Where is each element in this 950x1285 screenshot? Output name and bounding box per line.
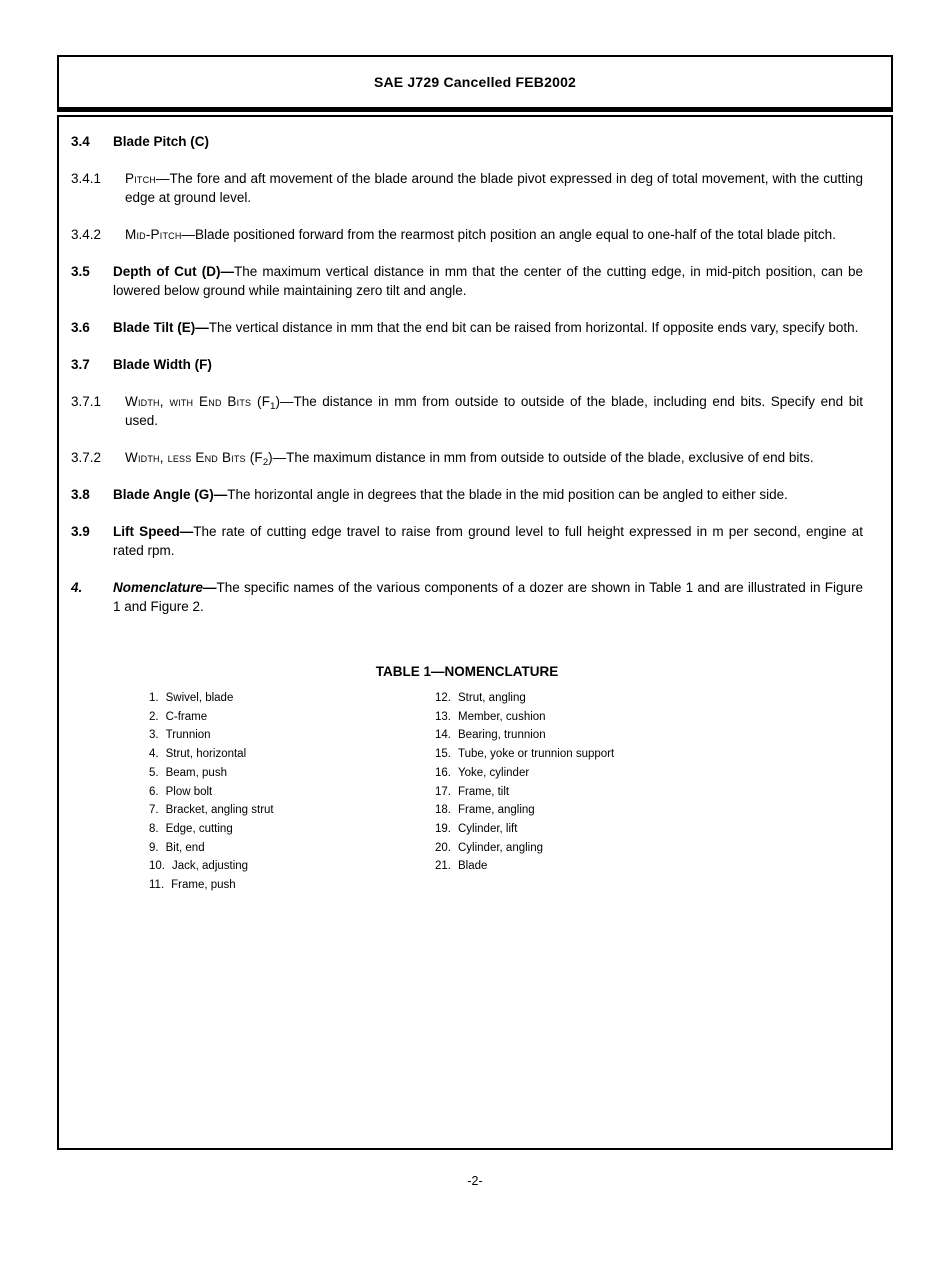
section-3-4-heading	[71, 132, 863, 151]
nomenclature-item	[149, 801, 435, 820]
page-header	[57, 55, 893, 112]
section-number: 4.	[71, 580, 83, 595]
definition-text: —Blade positioned forward from the rearmost pitch position an angle equal to one-half of the total blade pitch.	[181, 227, 836, 242]
item-number: 17.	[435, 785, 451, 798]
item-number: 8.	[149, 822, 159, 835]
section-text	[113, 578, 863, 616]
item-number: 14.	[435, 729, 451, 742]
definition-text: —The fore and aft movement of the blade around the blade pivot expressed in deg of total movement, with the cutting edge at ground level.	[125, 171, 863, 205]
item-number: 11.	[149, 879, 165, 892]
defined-term: Depth of Cut (D)—	[113, 264, 234, 279]
section-4	[71, 578, 863, 616]
nomenclature-item	[435, 764, 863, 783]
nomenclature-item	[149, 689, 435, 708]
section-number: 3.7	[71, 357, 90, 372]
nomenclature-item	[149, 745, 435, 764]
item-label: Bracket, angling strut	[165, 804, 274, 817]
section-number: 3.7.2	[71, 450, 102, 465]
page-number: -2-	[467, 1174, 483, 1188]
section-number: 3.8	[71, 487, 90, 502]
item-number: 9.	[149, 841, 159, 854]
item-number: 3.	[149, 729, 159, 742]
nomenclature-item	[435, 801, 863, 820]
section-3-9	[71, 522, 863, 560]
nomenclature-item	[435, 857, 863, 876]
item-number: 13.	[435, 710, 451, 723]
section-text	[113, 485, 863, 504]
item-number: 16.	[435, 766, 451, 779]
defined-term: Width, less End Bits (F	[125, 450, 263, 465]
item-number: 6.	[149, 785, 159, 798]
section-3-7-2	[71, 448, 863, 467]
item-number: 4.	[149, 748, 159, 761]
definition-text: The specific names of the various components of a dozer are shown in Table 1 and are illustrated in Figure 1 and Figure 2.	[113, 580, 863, 614]
nomenclature-column-left	[149, 689, 435, 895]
item-label: C-frame	[165, 710, 208, 723]
table-1-title: TABLE 1—NOMENCLATURE	[375, 664, 559, 679]
document-page	[57, 55, 893, 1188]
nomenclature-item	[435, 708, 863, 727]
item-number: 10.	[149, 860, 165, 873]
section-number: 3.4.2	[71, 227, 102, 242]
nomenclature-item	[435, 820, 863, 839]
item-number: 15.	[435, 748, 451, 761]
section-text	[125, 392, 863, 430]
item-label: Blade	[458, 860, 488, 873]
item-label: Cylinder, angling	[458, 841, 544, 854]
item-label: Frame, push	[171, 879, 236, 892]
section-3-7-1	[71, 392, 863, 430]
item-label: Strut, horizontal	[165, 748, 247, 761]
item-label: Plow bolt	[165, 785, 213, 798]
nomenclature-item	[435, 783, 863, 802]
section-title: Blade Pitch (C)	[113, 134, 210, 149]
section-text	[113, 262, 863, 300]
nomenclature-column-right	[435, 689, 863, 895]
page-body	[57, 115, 893, 1150]
nomenclature-item	[435, 726, 863, 745]
section-number: 3.9	[71, 524, 90, 539]
item-label: Bearing, trunnion	[458, 729, 546, 742]
section-number: 3.7.1	[71, 394, 102, 409]
term-subscript: 1	[270, 401, 276, 412]
section-3-4-1	[71, 169, 863, 207]
item-label: Cylinder, lift	[458, 822, 518, 835]
item-label: Trunnion	[165, 729, 211, 742]
section-title: Blade Width (F)	[113, 357, 212, 372]
defined-term: Pitch	[125, 171, 157, 186]
document-title: SAE J729 Cancelled FEB2002	[373, 74, 577, 90]
definition-text: )—The distance in mm from outside to outside of the blade, including end bits. Specify end bit used.	[125, 394, 863, 428]
definition-text: The rate of cutting edge travel to raise from ground level to full height expressed in m per second, engine at rated rpm.	[113, 524, 863, 558]
item-label: Jack, adjusting	[172, 860, 249, 873]
item-number: 12.	[435, 692, 451, 704]
section-3-8	[71, 485, 863, 504]
item-label: Bit, end	[165, 841, 205, 854]
nomenclature-item	[435, 689, 863, 708]
definition-text: )—The maximum distance in mm from outside to outside of the blade, exclusive of end bits.	[268, 450, 814, 465]
section-text	[125, 169, 863, 207]
nomenclature-item	[435, 839, 863, 858]
definition-text: The maximum vertical distance in mm that the center of the cutting edge, in mid-pitch position, can be lowered below ground while maintaining zero tilt and angle.	[113, 264, 863, 298]
item-label: Member, cushion	[458, 710, 546, 723]
nomenclature-item	[149, 876, 435, 895]
section-number: 3.4	[71, 134, 90, 149]
item-number: 5.	[149, 766, 159, 779]
section-text	[125, 225, 863, 244]
section-text	[113, 318, 863, 337]
section-number: 3.6	[71, 320, 90, 335]
nomenclature-item	[149, 783, 435, 802]
section-text	[125, 448, 863, 467]
defined-term: Mid-Pitch	[125, 227, 182, 242]
item-number: 19.	[435, 822, 451, 835]
item-number: 21.	[435, 860, 451, 873]
nomenclature-item	[149, 764, 435, 783]
section-text	[113, 522, 863, 560]
item-label: Beam, push	[165, 766, 227, 779]
defined-term: Blade Tilt (E)—	[113, 320, 209, 335]
nomenclature-item	[149, 839, 435, 858]
nomenclature-item	[149, 708, 435, 727]
defined-term: Nomenclature—	[113, 580, 217, 595]
defined-term: Width, with End Bits (F	[125, 394, 271, 409]
defined-term: Lift Speed—	[113, 524, 194, 539]
item-number: 7.	[149, 804, 159, 817]
section-3-7-heading	[71, 355, 863, 374]
definition-text: The horizontal angle in degrees that the blade in the mid position can be angled to either side.	[227, 487, 788, 502]
item-label: Swivel, blade	[165, 692, 234, 704]
section-number: 3.5	[71, 264, 90, 279]
item-label: Strut, angling	[458, 692, 526, 704]
nomenclature-item	[149, 820, 435, 839]
nomenclature-item	[149, 857, 435, 876]
item-label: Frame, angling	[458, 804, 535, 817]
section-3-5	[71, 262, 863, 300]
section-number: 3.4.1	[71, 171, 102, 186]
item-number: 1.	[149, 692, 159, 704]
nomenclature-table	[149, 689, 863, 895]
item-label: Edge, cutting	[165, 822, 233, 835]
nomenclature-item	[149, 726, 435, 745]
item-number: 20.	[435, 841, 451, 854]
section-3-6	[71, 318, 863, 337]
definition-text: The vertical distance in mm that the end bit can be raised from horizontal. If opposite ends vary, specify both.	[208, 320, 859, 335]
section-3-4-2	[71, 225, 863, 244]
nomenclature-item	[435, 745, 863, 764]
item-number: 2.	[149, 710, 159, 723]
item-number: 18.	[435, 804, 451, 817]
term-subscript: 2	[262, 457, 269, 468]
defined-term: Blade Angle (G)—	[113, 487, 228, 502]
item-label: Yoke, cylinder	[458, 766, 530, 779]
item-label: Tube, yoke or trunnion support	[458, 748, 615, 761]
item-label: Frame, tilt	[458, 785, 510, 798]
